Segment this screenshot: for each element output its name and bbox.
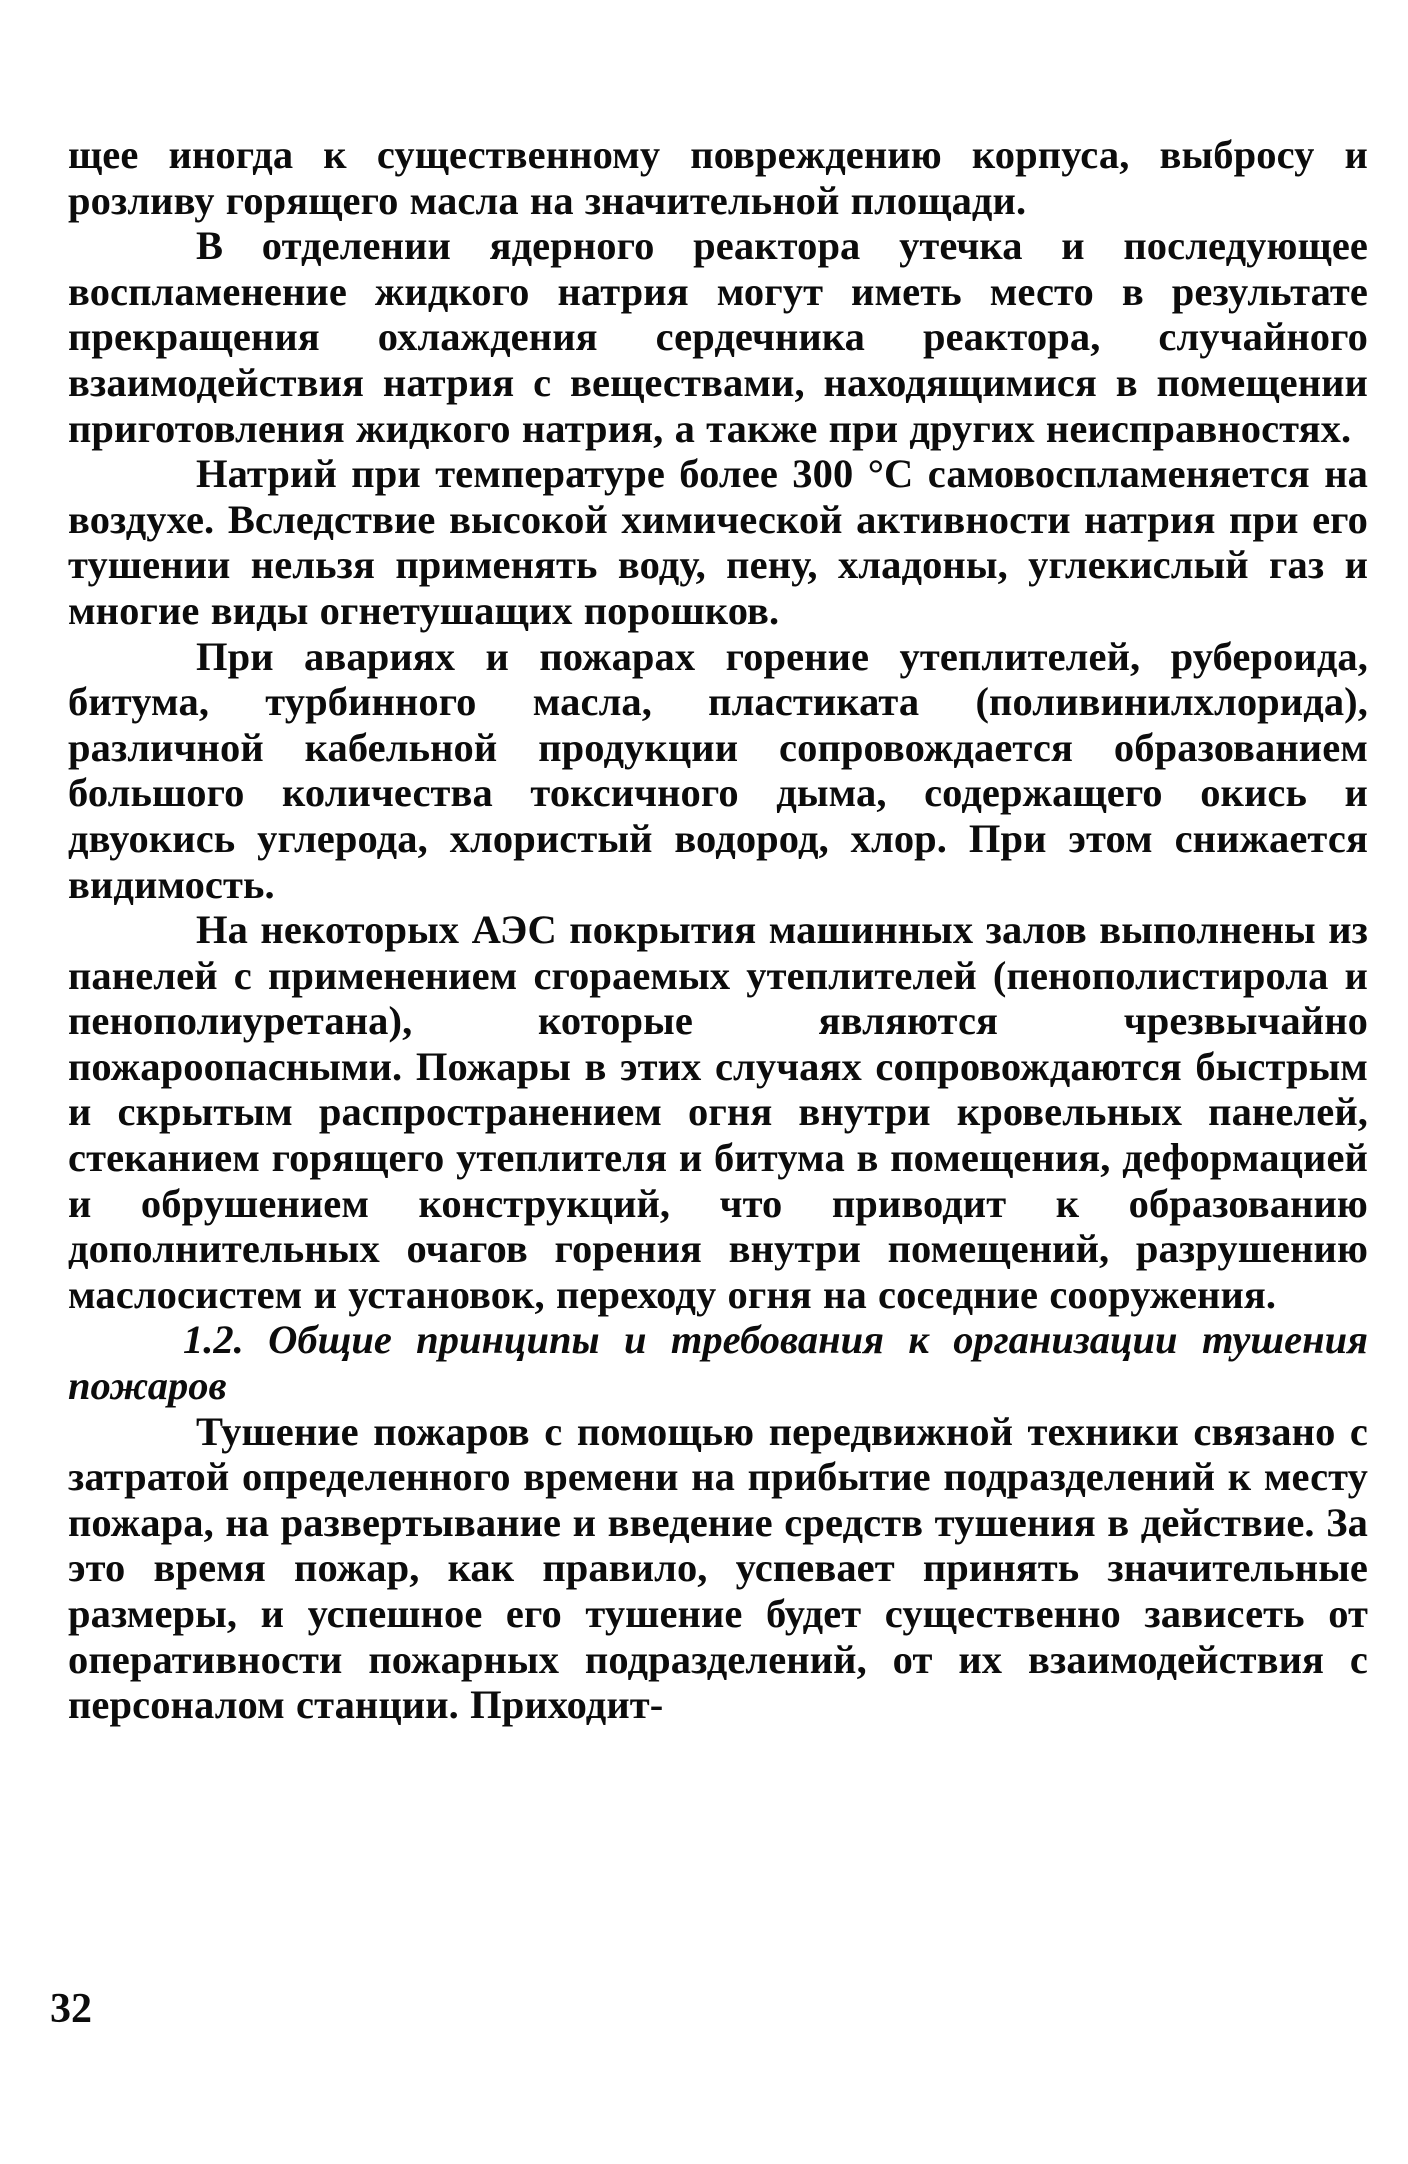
paragraph-firefighting: Тушение пожаров с помощью передвижной техники связано с затратой определенного времени на прибытие подразделений к месту пожара, на развертывание и введение средств тушения в действие. За это время пожар, как правило, успевает принять значительные размеры, и успешное его тушение будет существенно зависеть от оперативности пожарных подразделений, от их взаимодействия с персоналом станции. Приходит- xyxy=(68,1408,1368,1728)
page-body xyxy=(68,132,1368,1728)
section-heading: 1.2. Общие принципы и требования к организации тушения пожаров xyxy=(68,1317,1368,1409)
paragraph-sodium-ignition: Натрий при температуре более 300 °С самовоспламеняется на воздухе. Вследствие высокой химической активности натрия при его тушении нельзя применять воду, пену, хладоны, углекислый газ и многие виды огнетушащих порошков. xyxy=(68,451,1368,633)
page-number: 32 xyxy=(50,1986,92,2032)
paragraph-toxic-smoke: При авариях и пожарах горение утеплителей, рубероида, битума, турбинного масла, пластиката (поливинилхлорида), различной кабельной продукции сопровождается образованием большого количества токсичного дыма, содержащего окись и двуокись углерода, хлористый водород, хлор. При этом снижается видимость. xyxy=(68,633,1368,907)
paragraph-sodium-leak: В отделении ядерного реактора утечка и последующее воспламенение жидкого натрия могут иметь место в результате прекращения охлаждения сердечника реактора, случайного взаимодействия натрия с веществами, находящимися в помещении приготовления жидкого натрия, а также при других неисправностях. xyxy=(68,223,1368,451)
paragraph-roof-panels: На некоторых АЭС покрытия машинных залов выполнены из панелей с применением сгораемых утеплителей (пенополистирола и пенополиуретана), которые являются чрезвычайно пожароопасными. Пожары в этих случаях сопровождаются быстрым и скрытым распространением огня внутри кровельных панелей, стеканием горящего утеплителя и битума в помещения, деформацией и обрушением конструкций, что приводит к образованию дополнительных очагов горения внутри помещений, разрушению маслосистем и установок, переходу огня на соседние сооружения. xyxy=(68,907,1368,1317)
paragraph-continuation: щее иногда к существенному повреждению корпуса, выбросу и розливу горящего масла на значительной площади. xyxy=(68,132,1368,223)
